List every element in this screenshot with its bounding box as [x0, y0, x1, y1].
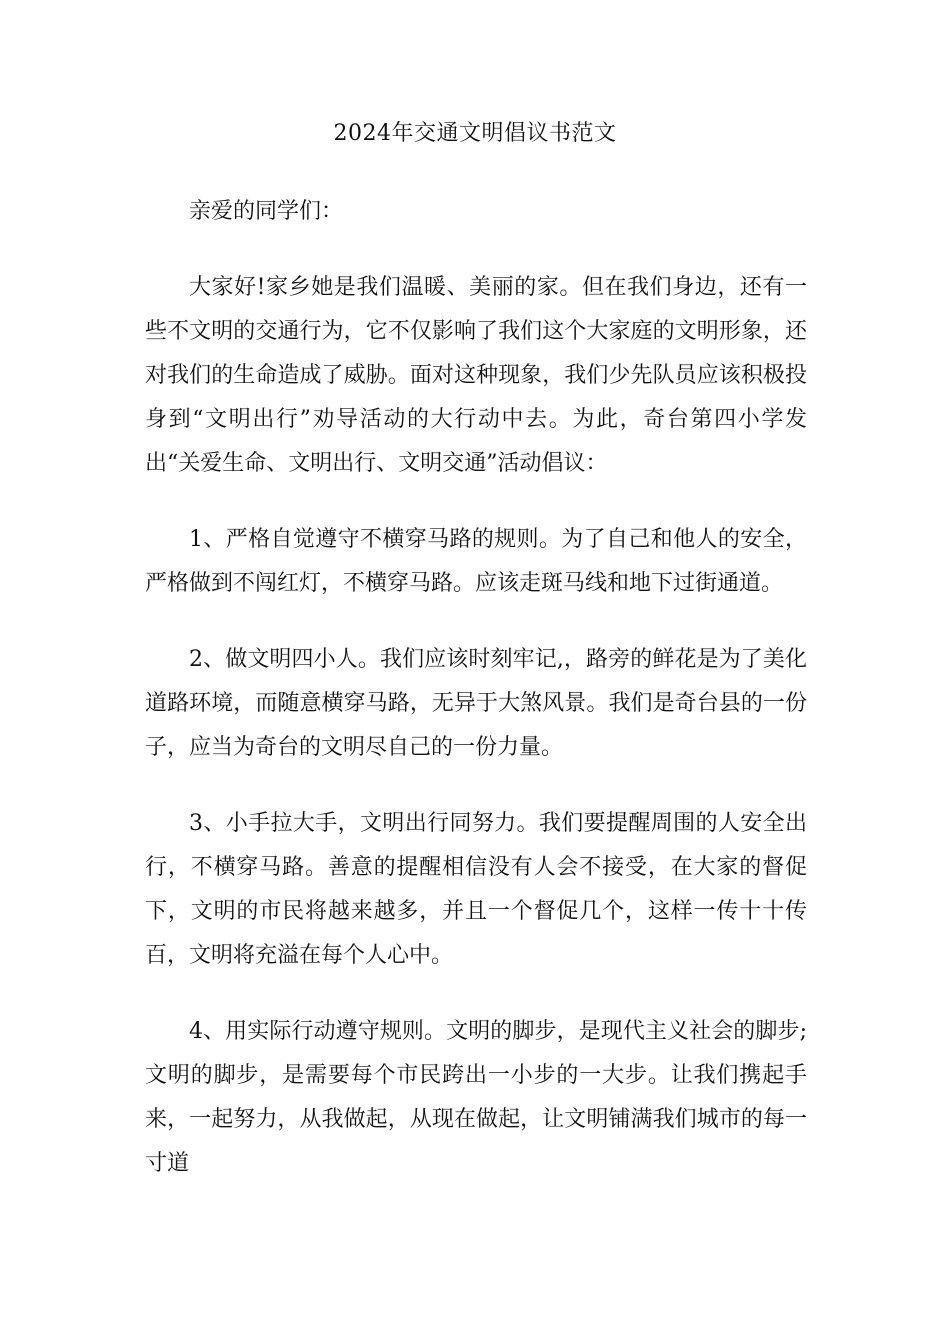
document-title: 2024年交通文明倡议书范文: [333, 121, 617, 146]
paragraph-item-4: 4、用实际行动遵守规则。文明的脚步，是现代主义社会的脚步;文明的脚步，是需要每个市民跨出一小步的一大步。让我们携起手来，一起努力，从我做起，从现在做起，让文明铺满我们城市的每一寸道: [145, 1019, 807, 1176]
paragraph-intro: 大家好!家乡她是我们温暖、美丽的家。但在我们身边，还有一些不文明的交通行为，它不仅影响了我们这个大家庭的文明形象，还对我们的生命造成了威胁。面对这种现象，我们少先队员应该积极投身到“文明出行”劝导活动的大行动中去。为此，奇台第四小学发出“关爱生命、文明出行、文明交通”活动倡议：: [145, 275, 807, 476]
paragraph-item-3: 3、小手拉大手，文明出行同努力。我们要提醒周围的人安全出行，不横穿马路。善意的提醒相信没有人会不接受，在大家的督促下，文明的市民将越来越多，并且一个督促几个，这样一传十十传百，文明将充溢在每个人心中。: [145, 811, 807, 968]
paragraph-item-2: 2、做文明四小人。我们应该时刻牢记,，路旁的鲜花是为了美化道路环境，而随意横穿马路，无异于大煞风景。我们是奇台县的一份子，应当为奇台的文明尽自己的一份力量。: [145, 647, 807, 760]
document-body: [145, 190, 807, 1186]
paragraph-item-1: 1、严格自觉遵守不横穿马路的规则。为了自己和他人的安全，严格做到不闯红灯，不横穿马路。应该走斑马线和地下过街通道。: [145, 527, 807, 596]
greeting: 亲爱的同学们：: [189, 199, 344, 224]
